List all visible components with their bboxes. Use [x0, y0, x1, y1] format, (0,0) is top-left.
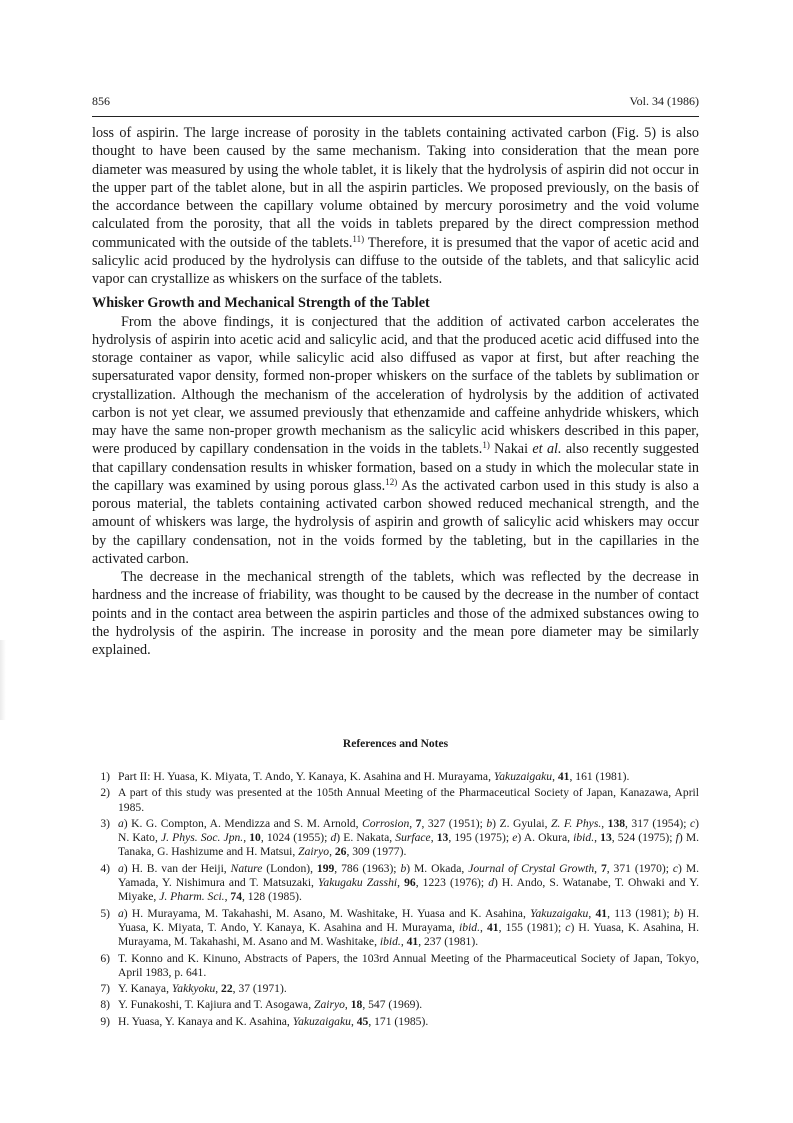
references-title: References and Notes	[342, 738, 449, 750]
reference-text-run: Y. Kanaya,	[118, 982, 172, 996]
reference-text-run: b	[400, 861, 407, 875]
reference-text-run: ) M. Yamada, Y. Nishimura and T. Matsuzaki,	[118, 861, 700, 890]
reference-item	[92, 1015, 699, 1029]
reference-text-run: ,	[409, 816, 416, 830]
reference-text-run: , 128 (1985).	[241, 890, 302, 904]
reference-text-run: J. Pharm. Sci.	[159, 890, 225, 904]
reference-text-run: ,	[594, 861, 601, 875]
scan-edge-shadow	[0, 640, 6, 720]
reference-text-run: ,	[243, 831, 250, 845]
reference-text-run: 138	[607, 816, 626, 830]
reference-text-run: 10	[249, 831, 261, 845]
reference-text-run: ) Z. Gyulai,	[492, 816, 551, 830]
reference-text-run: 7	[415, 816, 422, 830]
reference-text-run: ,	[397, 876, 405, 890]
text-run: Therefore, it is presumed that the vapor of acetic acid and salicylic acid produced by the hydrolysis can diffuse to the outside of the tablets, and that salicylic acid vapor can crystallize as whiskers on the surface of the tablets.	[92, 234, 699, 287]
reference-number: 9)	[100, 1014, 110, 1028]
reference-text	[118, 907, 699, 950]
citation-12: 12)	[385, 476, 398, 487]
reference-text-run: 18	[350, 998, 363, 1012]
text-run: As the activated carbon used in this study is also a porous material, the tablets containing activated carbon showed reduced mechanical strength, and the amount of whiskers was large, the hydrolysis of aspirin and growth of salicylic acid whiskers may occur by the capillary condensation, not in the voids formed by the tableting, but in the capillaries in the activated carbon.	[92, 477, 700, 567]
reference-number: 8)	[100, 998, 110, 1012]
reference-text-run: Y. Funakoshi, T. Kajiura and T. Asogawa,	[118, 998, 314, 1012]
reference-text-run: ,	[430, 831, 437, 845]
reference-text-run: , 161 (1981).	[569, 770, 630, 783]
reference-item	[92, 862, 699, 905]
reference-number: 5)	[100, 906, 110, 920]
reference-text-run: b	[673, 906, 680, 920]
reference-text	[118, 998, 699, 1012]
reference-text-run: ,	[601, 816, 608, 830]
reference-text-run: , 524 (1975);	[611, 831, 676, 845]
reference-text-run: ,	[350, 1014, 357, 1028]
reference-text-run: ) H. B. van der Heiji,	[123, 861, 231, 875]
reference-text-run: H. Yuasa, Y. Kanaya and K. Asahina,	[118, 1014, 293, 1028]
reference-text-run: 74	[230, 890, 242, 904]
reference-text-run: 26	[334, 845, 347, 859]
reference-text-run: Nature	[230, 861, 263, 875]
reference-text	[118, 786, 699, 815]
reference-text-run: 13	[436, 831, 449, 845]
reference-text-run: Yakkyoku	[171, 982, 216, 996]
text-run: also recently suggested that capillary condensation results in whisker formation, based on a study in which the molecular state in the capillary was examined by using porous glass.	[92, 441, 699, 494]
reference-text-run: c	[689, 816, 696, 830]
reference-text-run: J. Phys. Soc. Jpn.	[161, 831, 244, 845]
citation-11: 11)	[352, 233, 365, 244]
reference-text-run: ,	[552, 770, 558, 783]
page-header	[92, 94, 699, 109]
reference-text-run: a	[118, 816, 124, 830]
reference-text-run: Yakugaku Zasshi	[318, 876, 398, 890]
et-al: et al.	[532, 441, 562, 458]
reference-text-run: ) H. Ando, S. Watanabe, T. Ohwaki and Y. Miyake,	[118, 876, 700, 904]
reference-item	[92, 907, 699, 950]
reference-text-run: , 309 (1977).	[346, 845, 407, 859]
reference-text-run: 13	[600, 831, 612, 845]
reference-text-run: 41	[406, 935, 419, 949]
reference-text-run: ,	[588, 906, 596, 920]
reference-text-run: , 371 (1970);	[606, 861, 673, 875]
reference-text-run: , 547 (1969).	[362, 998, 423, 1012]
reference-text	[118, 862, 699, 905]
reference-text-run: , 237 (1981).	[418, 935, 479, 949]
reference-text-run: 41	[557, 770, 570, 783]
reference-text	[118, 1015, 699, 1029]
reference-text-run: ,	[344, 998, 351, 1012]
reference-text-run: Part II: H. Yuasa, K. Miyata, T. Ando, Y. Kanaya, K. Asahina and H. Murayama,	[118, 770, 494, 783]
reference-text-run: Z. F. Phys.	[550, 816, 602, 830]
reference-text-run: Corrosion	[362, 816, 410, 830]
reference-text-run: , 113 (1981);	[607, 906, 674, 920]
reference-text-run: f	[675, 831, 679, 845]
reference-item	[92, 982, 699, 996]
reference-text-run: , 1024 (1955);	[260, 831, 331, 845]
reference-text-run: 199	[316, 861, 335, 875]
reference-text-run: Journal of Crystal Growth	[468, 861, 595, 875]
reference-text-run: ibid.	[379, 935, 401, 949]
reference-text-run: ) A. Okura,	[517, 831, 574, 845]
reference-text-run: 41	[486, 920, 499, 934]
reference-text-run: Zairyo	[298, 845, 330, 859]
reference-text-run: 41	[595, 906, 608, 920]
reference-text	[118, 952, 699, 981]
text-run: From the above findings, it is conjectured that the addition of activated carbon accelerates the hydrolysis of aspirin into acetic acid and salicylic acid, and that the produced acetic acid diffused into the storage container as vapor, while salicylic acid also diffused as vapor at first, but after reaching the supersaturated vapor density, formed non-proper whiskers on the surface of the tablets by sublimation or crystallization. Although the mechanism of the acceleration of hydrolysis by the addition of activated carbon is not yet clear, we assumed previously that ethenzamide and caffeine anhydride whiskers, which may have the same non-proper growth mechanism as the salicylic acid whiskers described in this paper, were produced by capillary condensation in the voids in the tablets.	[92, 313, 699, 458]
header-rule	[92, 116, 699, 117]
reference-number: 4)	[100, 861, 110, 875]
reference-text-run: T. Konno and K. Kinuno, Abstracts of Papers, the 103rd Annual Meeting of the Pharmaceutical Society of Japan, Tokyo, April 1983, p. 641.	[118, 951, 699, 979]
reference-item	[92, 817, 699, 860]
reference-number: 2)	[100, 786, 110, 800]
reference-text-run: A part of this study was presented at the 105th Annual Meeting of the Pharmaceutical Society of Japan, Kanazawa, April 1985.	[118, 786, 699, 814]
section-heading: Whisker Growth and Mechanical Strength of the Tablet	[92, 295, 430, 312]
reference-text-run: d	[488, 876, 494, 890]
reference-number: 1)	[100, 770, 110, 783]
reference-text-run: ,	[224, 890, 231, 904]
reference-text-run: ) N. Kato,	[118, 816, 699, 845]
reference-text-run: Yakuzaigaku	[493, 770, 553, 783]
reference-text	[118, 817, 699, 860]
reference-text-run: a	[118, 906, 124, 920]
reference-text-run: , 317 (1954);	[625, 816, 690, 830]
citation-1: 1)	[482, 440, 490, 451]
reference-text-run: ) H. Murayama, M. Takahashi, M. Asano, M. Washitake, H. Yuasa and K. Asahina,	[123, 906, 531, 920]
journal-volume: Vol. 34 (1986)	[629, 94, 699, 108]
reference-text	[118, 770, 699, 784]
paragraph-whisker-growth	[92, 313, 699, 569]
reference-text-run: e	[512, 831, 518, 845]
reference-text-run: , 37 (1971).	[232, 982, 287, 996]
reference-text-run: , 786 (1963);	[334, 861, 401, 875]
reference-text-run: , 171 (1985).	[368, 1014, 429, 1028]
reference-item	[92, 770, 699, 784]
reference-number: 6)	[100, 951, 110, 965]
paragraph-porosity	[92, 124, 699, 288]
reference-number: 7)	[100, 982, 110, 996]
reference-text-run: , 155 (1981);	[498, 920, 566, 934]
reference-text	[118, 982, 699, 996]
reference-text-run: d	[330, 831, 337, 845]
reference-text-run: ) E. Nakata,	[336, 831, 396, 845]
reference-text-run: ,	[400, 935, 407, 949]
references-list	[92, 770, 699, 1031]
reference-text-run: ) M. Tanaka, G. Hashizume and H. Matsui,	[118, 831, 700, 859]
reference-text-run: 96	[404, 876, 416, 890]
text-run: Nakai	[489, 441, 533, 458]
reference-text-run: a	[118, 861, 124, 875]
reference-text-run: ibid.	[573, 831, 595, 845]
reference-text-run: ) K. G. Compton, A. Mendizza and S. M. Arnold,	[123, 816, 362, 830]
reference-item	[92, 998, 699, 1012]
reference-text-run: ) H. Yuasa, K. Asahina, H. Murayama, M. Takahashi, M. Asano and M. Washitake,	[118, 920, 699, 949]
reference-text-run: , 327 (1951);	[421, 816, 487, 830]
reference-text-run: , 195 (1975);	[448, 831, 513, 845]
reference-text-run: Yakuzaigaku	[292, 1014, 351, 1028]
article-body	[92, 124, 699, 659]
page-number: 856	[92, 94, 110, 108]
reference-text-run: ibid.	[459, 920, 480, 934]
reference-text-run: , 1223 (1976);	[415, 876, 489, 890]
reference-text-run: ,	[215, 982, 222, 996]
reference-text-run: Yakuzaigaku	[530, 906, 589, 920]
reference-text-run: ,	[329, 845, 335, 859]
reference-text-run: c	[672, 861, 679, 875]
reference-number: 3)	[100, 816, 110, 830]
reference-text-run: c	[565, 920, 571, 934]
reference-text-run: ,	[594, 831, 601, 845]
reference-text-run: ,	[479, 920, 487, 934]
reference-item	[92, 786, 699, 815]
reference-text-run: b	[486, 816, 493, 830]
reference-text-run: 45	[356, 1014, 369, 1028]
paragraph-mechanical-strength: The decrease in the mechanical strength of the tablets, which was reflected by the decrease in hardness and the increase of friability, was thought to be caused by the decrease in the number of contact points and in the contact area between the aspirin particles and those of the admixed substances owing to the hydrolysis of the aspirin. The increase in porosity and the mean pore diameter may be similarly explained.	[92, 569, 699, 658]
reference-text-run: Zairyo	[314, 998, 345, 1012]
text-run: loss of aspirin. The large increase of porosity in the tablets containing activated carbon (Fig. 5) is also thought to have been caused by the same mechanism. Taking into consideration that the mean pore diameter was measured by using the whole tablet, it is likely that the hydrolysis of aspirin did not occur in the upper part of the tablet alone, but in all the aspirin particles. We proposed previously, on the basis of the accordance between the capillary volume obtained by mercury porosimetry and the void volume calculated from the porosity, that all the voids in tablets prepared by the direct compression method communicated with the outside of the tablets.	[92, 125, 699, 251]
reference-text-run: ) H. Yuasa, K. Miyata, T. Ando, Y. Kanaya, K. Asahina and H. Murayama,	[118, 906, 699, 934]
reference-item	[92, 952, 699, 981]
reference-text-run: Surface	[395, 831, 431, 845]
reference-text-run: ) M. Okada,	[406, 861, 469, 875]
reference-text-run: 22	[221, 982, 233, 996]
reference-text-run: (London),	[262, 861, 317, 875]
reference-text-run: 7	[600, 861, 607, 875]
